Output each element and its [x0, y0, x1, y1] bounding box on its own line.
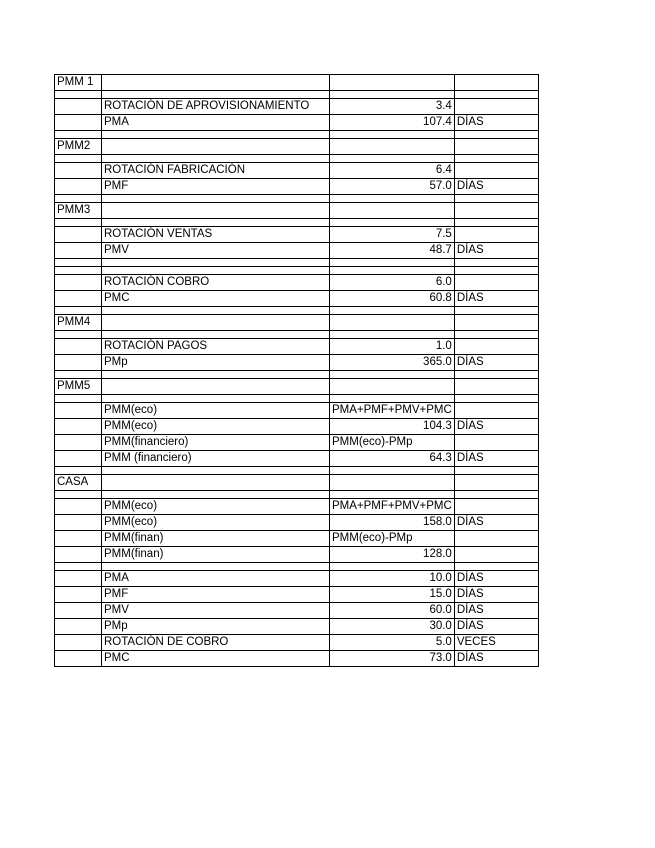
- cell-col-a[interactable]: PMM5: [55, 379, 102, 395]
- cell-col-b[interactable]: [102, 139, 330, 155]
- cell-col-d[interactable]: [454, 371, 538, 379]
- spacer-row: [55, 467, 539, 475]
- cell-col-c[interactable]: 30.0: [330, 619, 455, 635]
- cell-col-c[interactable]: [330, 315, 455, 331]
- cell-col-b[interactable]: PMM(financiero): [102, 435, 330, 451]
- cell-col-b[interactable]: [102, 331, 330, 339]
- cell-col-a[interactable]: PMM 1: [55, 75, 102, 91]
- cell-col-d[interactable]: [454, 491, 538, 499]
- cell-col-c[interactable]: 1.0: [330, 339, 455, 355]
- table-row: [55, 451, 539, 467]
- cell-col-b[interactable]: ROTACIÓN VENTAS: [102, 227, 330, 243]
- cell-col-a[interactable]: [55, 619, 102, 635]
- cell-col-a[interactable]: [55, 419, 102, 435]
- cell-col-c[interactable]: 15.0: [330, 587, 455, 603]
- cell-col-c[interactable]: 57.0: [330, 179, 455, 195]
- spacer-row: [55, 491, 539, 499]
- cell-col-a[interactable]: [55, 395, 102, 403]
- cell-col-a[interactable]: [55, 115, 102, 131]
- cell-col-b[interactable]: [102, 475, 330, 491]
- cell-col-d[interactable]: DÍAS: [454, 419, 538, 435]
- cell-col-d[interactable]: [454, 475, 538, 491]
- cell-col-b[interactable]: [102, 131, 330, 139]
- cell-col-c[interactable]: [330, 259, 455, 267]
- cell-col-a[interactable]: [55, 451, 102, 467]
- table-row: [55, 435, 539, 451]
- cell-col-c[interactable]: 128.0: [330, 547, 455, 563]
- cell-col-b[interactable]: PMF: [102, 587, 330, 603]
- cell-col-b[interactable]: PMM(finan): [102, 547, 330, 563]
- cell-col-c[interactable]: [330, 75, 455, 91]
- cell-col-d[interactable]: [454, 267, 538, 275]
- table-row: [55, 315, 539, 331]
- cell-col-c[interactable]: 5.0: [330, 635, 455, 651]
- table-row: [55, 115, 539, 131]
- table-row: [55, 339, 539, 355]
- cell-col-a[interactable]: [55, 267, 102, 275]
- table-row: [55, 163, 539, 179]
- cell-col-d[interactable]: DÍAS: [454, 291, 538, 307]
- spreadsheet-body: [55, 75, 539, 667]
- cell-col-a[interactable]: [55, 635, 102, 651]
- cell-col-a[interactable]: PMM2: [55, 139, 102, 155]
- cell-col-c[interactable]: 60.8: [330, 291, 455, 307]
- cell-col-b[interactable]: [102, 155, 330, 163]
- cell-col-b[interactable]: [102, 371, 330, 379]
- spacer-row: [55, 371, 539, 379]
- cell-col-d[interactable]: DÍAS: [454, 651, 538, 667]
- cell-col-a[interactable]: [55, 491, 102, 499]
- table-row: [55, 547, 539, 563]
- cell-col-b[interactable]: PMM (financiero): [102, 451, 330, 467]
- table-row: [55, 587, 539, 603]
- cell-col-b[interactable]: PMM(eco): [102, 499, 330, 515]
- cell-col-a[interactable]: [55, 163, 102, 179]
- cell-col-a[interactable]: [55, 179, 102, 195]
- cell-col-d[interactable]: [454, 379, 538, 395]
- cell-col-b[interactable]: ROTACIÓN PAGOS: [102, 339, 330, 355]
- cell-col-d[interactable]: [454, 339, 538, 355]
- cell-col-d[interactable]: [454, 315, 538, 331]
- table-row: [55, 291, 539, 307]
- cell-col-d[interactable]: [454, 499, 538, 515]
- cell-col-b[interactable]: [102, 467, 330, 475]
- cell-col-d[interactable]: [454, 547, 538, 563]
- cell-col-b[interactable]: PMV: [102, 243, 330, 259]
- cell-col-c[interactable]: [330, 379, 455, 395]
- table-row: [55, 603, 539, 619]
- cell-col-b[interactable]: PMC: [102, 651, 330, 667]
- cell-col-a[interactable]: [55, 547, 102, 563]
- cell-col-d[interactable]: DÍAS: [454, 515, 538, 531]
- cell-col-d[interactable]: [454, 227, 538, 243]
- cell-col-d[interactable]: DÍAS: [454, 243, 538, 259]
- cell-col-d[interactable]: [454, 403, 538, 419]
- cell-col-c[interactable]: 365.0: [330, 355, 455, 371]
- cell-col-b[interactable]: [102, 307, 330, 315]
- cell-col-c[interactable]: [330, 467, 455, 475]
- cell-col-b[interactable]: ROTACIÓN DE APROVISIONAMIENTO: [102, 99, 330, 115]
- cell-col-a[interactable]: [55, 131, 102, 139]
- cell-col-c[interactable]: [330, 91, 455, 99]
- cell-col-c[interactable]: [330, 371, 455, 379]
- cell-col-c[interactable]: PMA+PMF+PMV+PMC: [330, 499, 455, 515]
- table-row: [55, 203, 539, 219]
- cell-col-a[interactable]: [55, 155, 102, 163]
- table-row: [55, 651, 539, 667]
- cell-col-a[interactable]: [55, 499, 102, 515]
- cell-col-b[interactable]: PMM(eco): [102, 515, 330, 531]
- cell-col-b[interactable]: PMA: [102, 571, 330, 587]
- cell-col-b[interactable]: [102, 195, 330, 203]
- spreadsheet-table: [54, 74, 539, 667]
- cell-col-c[interactable]: [330, 475, 455, 491]
- cell-col-c[interactable]: 6.0: [330, 275, 455, 291]
- table-row: [55, 139, 539, 155]
- cell-col-b[interactable]: PMA: [102, 115, 330, 131]
- table-row: [55, 179, 539, 195]
- cell-col-a[interactable]: [55, 403, 102, 419]
- cell-col-a[interactable]: [55, 259, 102, 267]
- cell-col-b[interactable]: [102, 219, 330, 227]
- table-row: [55, 635, 539, 651]
- table-row: [55, 619, 539, 635]
- cell-col-c[interactable]: [330, 491, 455, 499]
- cell-col-b[interactable]: PMM(eco): [102, 419, 330, 435]
- cell-col-c[interactable]: [330, 563, 455, 571]
- cell-col-c[interactable]: [330, 203, 455, 219]
- cell-col-a[interactable]: [55, 291, 102, 307]
- cell-col-a[interactable]: [55, 275, 102, 291]
- cell-col-d[interactable]: [454, 195, 538, 203]
- cell-col-c[interactable]: 3.4: [330, 99, 455, 115]
- spacer-row: [55, 395, 539, 403]
- cell-col-b[interactable]: [102, 75, 330, 91]
- cell-col-a[interactable]: [55, 307, 102, 315]
- cell-col-a[interactable]: CASA: [55, 475, 102, 491]
- cell-col-a[interactable]: [55, 331, 102, 339]
- cell-col-a[interactable]: [55, 515, 102, 531]
- spacer-row: [55, 307, 539, 315]
- cell-col-a[interactable]: [55, 587, 102, 603]
- spacer-row: [55, 131, 539, 139]
- cell-col-b[interactable]: ROTACIÓN COBRO: [102, 275, 330, 291]
- cell-col-c[interactable]: [330, 131, 455, 139]
- cell-col-d[interactable]: [454, 155, 538, 163]
- cell-col-d[interactable]: [454, 307, 538, 315]
- cell-col-c[interactable]: [330, 195, 455, 203]
- cell-col-a[interactable]: [55, 195, 102, 203]
- cell-col-b[interactable]: PMM(eco): [102, 403, 330, 419]
- cell-col-d[interactable]: [454, 203, 538, 219]
- cell-col-d[interactable]: DÍAS: [454, 571, 538, 587]
- cell-col-d[interactable]: DÍAS: [454, 115, 538, 131]
- cell-col-b[interactable]: [102, 267, 330, 275]
- cell-col-c[interactable]: [330, 331, 455, 339]
- cell-col-b[interactable]: [102, 491, 330, 499]
- cell-col-b[interactable]: PMM(finan): [102, 531, 330, 547]
- table-row: [55, 475, 539, 491]
- cell-col-c[interactable]: PMA+PMF+PMV+PMC: [330, 403, 455, 419]
- cell-col-b[interactable]: ROTACIÓN DE COBRO: [102, 635, 330, 651]
- cell-col-c[interactable]: 158.0: [330, 515, 455, 531]
- cell-col-d[interactable]: DÍAS: [454, 179, 538, 195]
- cell-col-d[interactable]: [454, 467, 538, 475]
- cell-col-c[interactable]: PMM(eco)-PMp: [330, 531, 455, 547]
- cell-col-d[interactable]: [454, 219, 538, 227]
- cell-col-b[interactable]: PMC: [102, 291, 330, 307]
- cell-col-d[interactable]: DÍAS: [454, 587, 538, 603]
- table-row: [55, 531, 539, 547]
- cell-col-d[interactable]: DÍAS: [454, 603, 538, 619]
- cell-col-d[interactable]: VECES: [454, 635, 538, 651]
- table-row: [55, 515, 539, 531]
- table-row: [55, 355, 539, 371]
- cell-col-b[interactable]: [102, 563, 330, 571]
- cell-col-c[interactable]: 64.3: [330, 451, 455, 467]
- cell-col-c[interactable]: [330, 267, 455, 275]
- table-row: [55, 99, 539, 115]
- cell-col-d[interactable]: [454, 139, 538, 155]
- cell-col-b[interactable]: [102, 203, 330, 219]
- cell-col-a[interactable]: PMM3: [55, 203, 102, 219]
- cell-col-b[interactable]: [102, 379, 330, 395]
- cell-col-d[interactable]: [454, 275, 538, 291]
- cell-col-b[interactable]: [102, 259, 330, 267]
- cell-col-a[interactable]: [55, 99, 102, 115]
- cell-col-c[interactable]: 6.4: [330, 163, 455, 179]
- cell-col-a[interactable]: [55, 227, 102, 243]
- cell-col-c[interactable]: 10.0: [330, 571, 455, 587]
- table-row: [55, 275, 539, 291]
- cell-col-c[interactable]: 104.3: [330, 419, 455, 435]
- spacer-row: [55, 563, 539, 571]
- cell-col-b[interactable]: [102, 315, 330, 331]
- cell-col-c[interactable]: 48.7: [330, 243, 455, 259]
- cell-col-d[interactable]: [454, 99, 538, 115]
- spacer-row: [55, 259, 539, 267]
- table-row: [55, 379, 539, 395]
- cell-col-d[interactable]: [454, 395, 538, 403]
- cell-col-c[interactable]: [330, 395, 455, 403]
- cell-col-b[interactable]: [102, 91, 330, 99]
- cell-col-a[interactable]: [55, 219, 102, 227]
- spacer-row: [55, 331, 539, 339]
- cell-col-d[interactable]: DÍAS: [454, 619, 538, 635]
- cell-col-d[interactable]: DÍAS: [454, 451, 538, 467]
- cell-col-d[interactable]: [454, 91, 538, 99]
- cell-col-c[interactable]: [330, 219, 455, 227]
- cell-col-a[interactable]: [55, 435, 102, 451]
- cell-col-b[interactable]: PMp: [102, 355, 330, 371]
- cell-col-d[interactable]: DÍAS: [454, 355, 538, 371]
- cell-col-d[interactable]: [454, 531, 538, 547]
- cell-col-b[interactable]: PMV: [102, 603, 330, 619]
- cell-col-b[interactable]: PMF: [102, 179, 330, 195]
- cell-col-d[interactable]: [454, 563, 538, 571]
- spacer-row: [55, 267, 539, 275]
- cell-col-a[interactable]: [55, 651, 102, 667]
- cell-col-b[interactable]: PMp: [102, 619, 330, 635]
- table-row: [55, 499, 539, 515]
- spacer-row: [55, 195, 539, 203]
- cell-col-a[interactable]: [55, 531, 102, 547]
- cell-col-a[interactable]: [55, 467, 102, 475]
- table-row: [55, 403, 539, 419]
- cell-col-c[interactable]: 73.0: [330, 651, 455, 667]
- cell-col-c[interactable]: [330, 155, 455, 163]
- spacer-row: [55, 155, 539, 163]
- cell-col-c[interactable]: [330, 139, 455, 155]
- cell-col-a[interactable]: PMM4: [55, 315, 102, 331]
- table-row: [55, 243, 539, 259]
- cell-col-a[interactable]: [55, 563, 102, 571]
- table-row: [55, 227, 539, 243]
- cell-col-a[interactable]: [55, 371, 102, 379]
- cell-col-a[interactable]: [55, 339, 102, 355]
- spacer-row: [55, 91, 539, 99]
- cell-col-a[interactable]: [55, 91, 102, 99]
- cell-col-c[interactable]: [330, 307, 455, 315]
- cell-col-a[interactable]: [55, 603, 102, 619]
- cell-col-a[interactable]: [55, 571, 102, 587]
- cell-col-b[interactable]: ROTACIÓN FABRICACIÓN: [102, 163, 330, 179]
- table-row: [55, 571, 539, 587]
- table-row: [55, 419, 539, 435]
- cell-col-b[interactable]: [102, 395, 330, 403]
- cell-col-d[interactable]: [454, 435, 538, 451]
- cell-col-d[interactable]: [454, 75, 538, 91]
- cell-col-c[interactable]: PMM(eco)-PMp: [330, 435, 455, 451]
- table-row: [55, 75, 539, 91]
- cell-col-c[interactable]: 107.4: [330, 115, 455, 131]
- cell-col-c[interactable]: 7.5: [330, 227, 455, 243]
- cell-col-d[interactable]: [454, 131, 538, 139]
- cell-col-d[interactable]: [454, 259, 538, 267]
- cell-col-a[interactable]: [55, 355, 102, 371]
- cell-col-c[interactable]: 60.0: [330, 603, 455, 619]
- cell-col-d[interactable]: [454, 163, 538, 179]
- cell-col-a[interactable]: [55, 243, 102, 259]
- spacer-row: [55, 219, 539, 227]
- cell-col-d[interactable]: [454, 331, 538, 339]
